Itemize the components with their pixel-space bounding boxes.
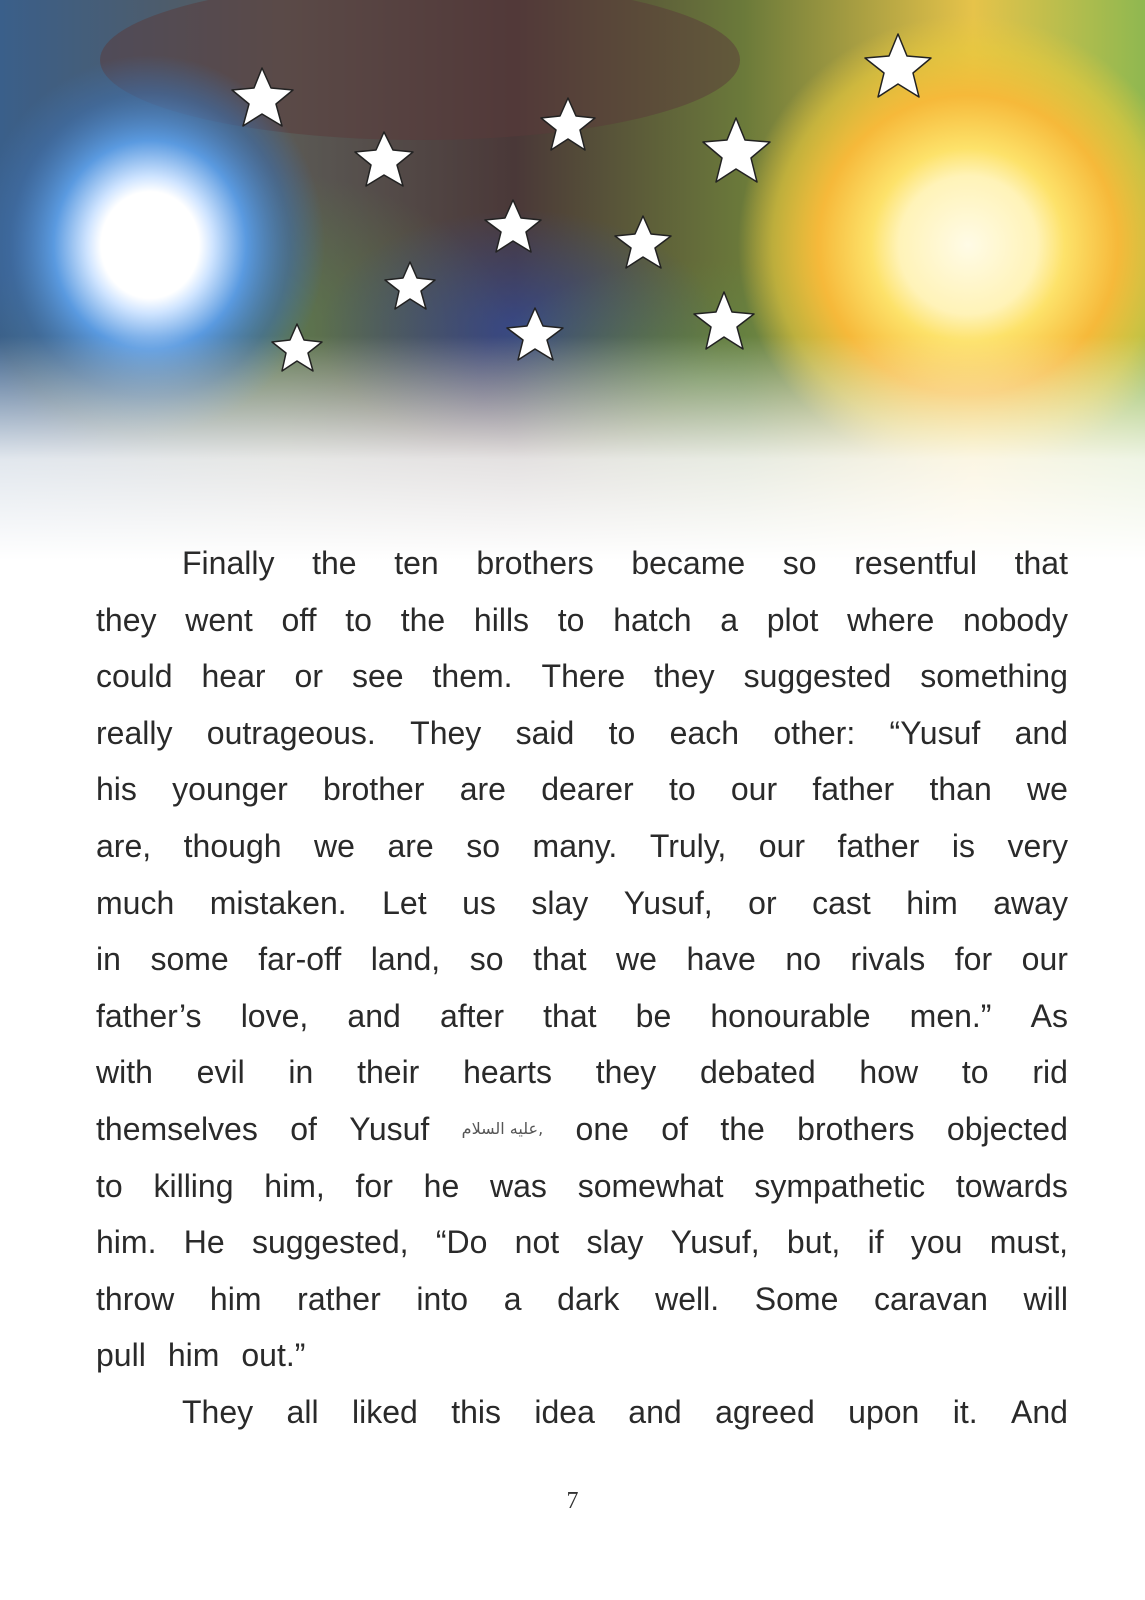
text-word: of — [290, 1110, 317, 1147]
text-word: dark — [557, 1280, 620, 1317]
text-line — [96, 592, 1068, 649]
text-word: see — [351, 658, 404, 695]
text-line — [96, 1327, 1068, 1384]
text-word: nobody — [962, 601, 1068, 638]
text-word: Finally — [182, 545, 275, 581]
text-word: into — [416, 1280, 469, 1317]
text-word: after — [439, 997, 504, 1034]
text-word: the — [720, 1110, 765, 1147]
text-word: each — [669, 714, 740, 751]
text-line — [96, 761, 1068, 818]
text-word: to — [345, 601, 372, 638]
text-word: how — [859, 1054, 919, 1091]
text-word: to — [557, 601, 585, 638]
text-line — [96, 875, 1068, 932]
text-word: father’s — [96, 997, 202, 1034]
text-word: became — [631, 545, 746, 581]
text-word: dearer — [541, 771, 634, 808]
text-word: they — [654, 658, 715, 695]
text-word: And — [1011, 1393, 1068, 1430]
text-word: is — [951, 827, 975, 864]
text-word: very — [1007, 827, 1068, 864]
text-word: much — [96, 884, 175, 921]
text-line — [96, 1044, 1068, 1101]
text-word: somewhat — [577, 1167, 724, 1204]
text-word: him — [167, 1337, 220, 1374]
text-word: them. — [432, 658, 513, 695]
text-word: him — [209, 1280, 262, 1317]
text-word: him — [906, 884, 958, 921]
text-word: mistaken. — [209, 884, 347, 921]
text-word: something — [920, 658, 1068, 695]
text-word: we — [314, 827, 355, 864]
text-word: him, — [264, 1167, 325, 1204]
text-word: resentful — [854, 545, 977, 581]
text-line — [96, 1214, 1068, 1271]
text-word: we — [616, 941, 657, 978]
text-word: throw — [96, 1280, 175, 1317]
text-word: that — [533, 941, 587, 978]
text-line — [96, 931, 1068, 988]
text-word: be — [635, 997, 672, 1034]
text-word: where — [847, 601, 935, 638]
text-word: the — [312, 545, 357, 581]
text-word: slay — [531, 884, 589, 921]
sky-painting — [0, 0, 1145, 560]
text-word: sympathetic — [754, 1167, 926, 1204]
text-word: Let — [382, 884, 427, 921]
text-word: really — [96, 714, 173, 751]
text-word: it. — [952, 1393, 978, 1430]
text-word: or — [748, 884, 777, 921]
text-word: if — [867, 1224, 884, 1261]
text-word: “Do — [435, 1224, 488, 1261]
text-word: There — [541, 658, 626, 695]
text-word: caravan — [874, 1280, 988, 1317]
text-word: our — [758, 827, 806, 864]
text-word: to — [96, 1167, 123, 1204]
text-line — [96, 705, 1068, 762]
text-word: they — [96, 601, 157, 638]
text-word: he — [423, 1167, 460, 1204]
text-word: They — [410, 714, 482, 751]
text-word: well. — [655, 1280, 720, 1317]
text-word: must, — [989, 1224, 1068, 1261]
text-word: our — [1021, 941, 1068, 978]
honorific-glyph: عليه السلام, — [461, 1118, 544, 1138]
text-word: ten — [394, 545, 439, 581]
text-word: though — [183, 827, 282, 864]
text-word: have — [686, 941, 756, 978]
text-word: suggested, — [251, 1224, 409, 1261]
text-word: rather — [297, 1280, 381, 1317]
text-word: a — [720, 601, 739, 638]
text-word: hills — [473, 601, 530, 638]
text-word: brother — [323, 771, 425, 808]
text-word: off — [281, 601, 317, 638]
text-word: than — [929, 771, 992, 808]
text-word: objected — [946, 1110, 1068, 1147]
text-word: towards — [955, 1167, 1068, 1204]
text-word: all — [286, 1393, 319, 1430]
text-word: Yusuf — [349, 1110, 430, 1147]
text-word: said — [515, 714, 575, 751]
text-word: with — [96, 1054, 153, 1091]
text-word: far-off — [258, 941, 342, 978]
text-word: hearts — [463, 1054, 553, 1091]
text-word: He — [183, 1224, 225, 1261]
text-word: are — [459, 771, 506, 808]
text-word: debated — [700, 1054, 816, 1091]
text-word: themselves — [96, 1110, 258, 1147]
text-word: away — [993, 884, 1068, 921]
page-number: 7 — [566, 1488, 579, 1514]
text-line — [96, 1158, 1068, 1215]
text-word: a — [503, 1280, 522, 1317]
text-word: so — [782, 545, 817, 581]
text-word: many. — [532, 827, 618, 864]
text-word: killing — [153, 1167, 234, 1204]
text-word: for — [355, 1167, 393, 1204]
text-word: that — [543, 997, 597, 1034]
text-word: brothers — [797, 1110, 915, 1147]
text-word: evil — [196, 1054, 245, 1091]
text-word: some — [150, 941, 229, 978]
text-word: out.” — [241, 1337, 306, 1374]
text-word: that — [1014, 545, 1068, 581]
text-word: father — [837, 827, 920, 864]
text-line — [96, 818, 1068, 875]
text-word: rivals — [850, 941, 926, 978]
text-word: this — [451, 1393, 501, 1430]
text-line — [96, 1271, 1068, 1328]
text-word: not — [514, 1224, 560, 1261]
text-word: are — [387, 827, 434, 864]
night-sky-illustration — [0, 0, 1145, 560]
text-line — [96, 648, 1068, 705]
text-word: brothers — [476, 545, 594, 581]
text-word: Yusuf, — [670, 1224, 760, 1261]
text-word: in — [288, 1054, 314, 1091]
text-word: will — [1023, 1280, 1068, 1317]
text-word: for — [954, 941, 993, 978]
text-word: the — [400, 601, 446, 638]
text-word: “Yusuf — [889, 714, 981, 751]
text-word: in — [96, 941, 121, 978]
text-word: no — [785, 941, 821, 978]
text-word: to — [961, 1054, 989, 1091]
text-word: and — [1014, 714, 1068, 751]
text-word: upon — [848, 1393, 920, 1430]
text-word: our — [730, 771, 778, 808]
text-word: honourable — [710, 997, 871, 1034]
text-word: other: — [773, 714, 856, 751]
text-word: could — [96, 658, 173, 695]
text-word: you — [910, 1224, 963, 1261]
text-word: but, — [786, 1224, 841, 1261]
text-word: outrageous. — [206, 714, 376, 751]
text-word: liked — [351, 1393, 418, 1430]
text-word: and — [628, 1393, 682, 1430]
text-word: love, — [240, 997, 309, 1034]
text-word: suggested — [743, 658, 892, 695]
text-word: their — [357, 1054, 420, 1091]
text-word: Truly, — [649, 827, 727, 864]
text-word: As — [1030, 997, 1068, 1034]
text-word: of — [661, 1110, 688, 1147]
text-word: slay — [586, 1224, 644, 1261]
text-line — [96, 1101, 1068, 1158]
text-word: to — [668, 771, 696, 808]
story-text — [96, 535, 1068, 1441]
text-word: him. — [96, 1224, 157, 1261]
text-word: Some — [754, 1280, 839, 1317]
text-word: they — [595, 1054, 657, 1091]
text-line — [96, 988, 1068, 1045]
text-word: and — [347, 997, 401, 1034]
text-word: Yusuf, — [623, 884, 713, 921]
text-word: idea — [534, 1393, 595, 1430]
text-word: agreed — [715, 1393, 815, 1430]
text-line — [96, 1384, 1068, 1441]
text-word: father — [812, 771, 895, 808]
text-word: men.” — [909, 997, 992, 1034]
text-word: hear — [201, 658, 266, 695]
text-word: so — [469, 941, 504, 978]
text-word: younger — [172, 771, 288, 808]
text-word: pull — [96, 1337, 146, 1374]
text-word: his — [96, 771, 137, 808]
text-word: They — [182, 1393, 254, 1430]
text-word: to — [608, 714, 636, 751]
text-word: we — [1026, 771, 1068, 808]
text-line — [96, 535, 1068, 592]
text-word: rid — [1032, 1054, 1068, 1091]
text-word: us — [462, 884, 496, 921]
text-word: plot — [766, 601, 819, 638]
text-word: are, — [96, 827, 152, 864]
text-word: went — [185, 601, 253, 638]
text-word: one — [575, 1110, 629, 1147]
text-word: so — [466, 827, 501, 864]
text-word: hatch — [613, 601, 692, 638]
text-word: was — [490, 1167, 547, 1204]
text-word: or — [294, 658, 323, 695]
text-word: cast — [812, 884, 871, 921]
text-word: land, — [370, 941, 441, 978]
